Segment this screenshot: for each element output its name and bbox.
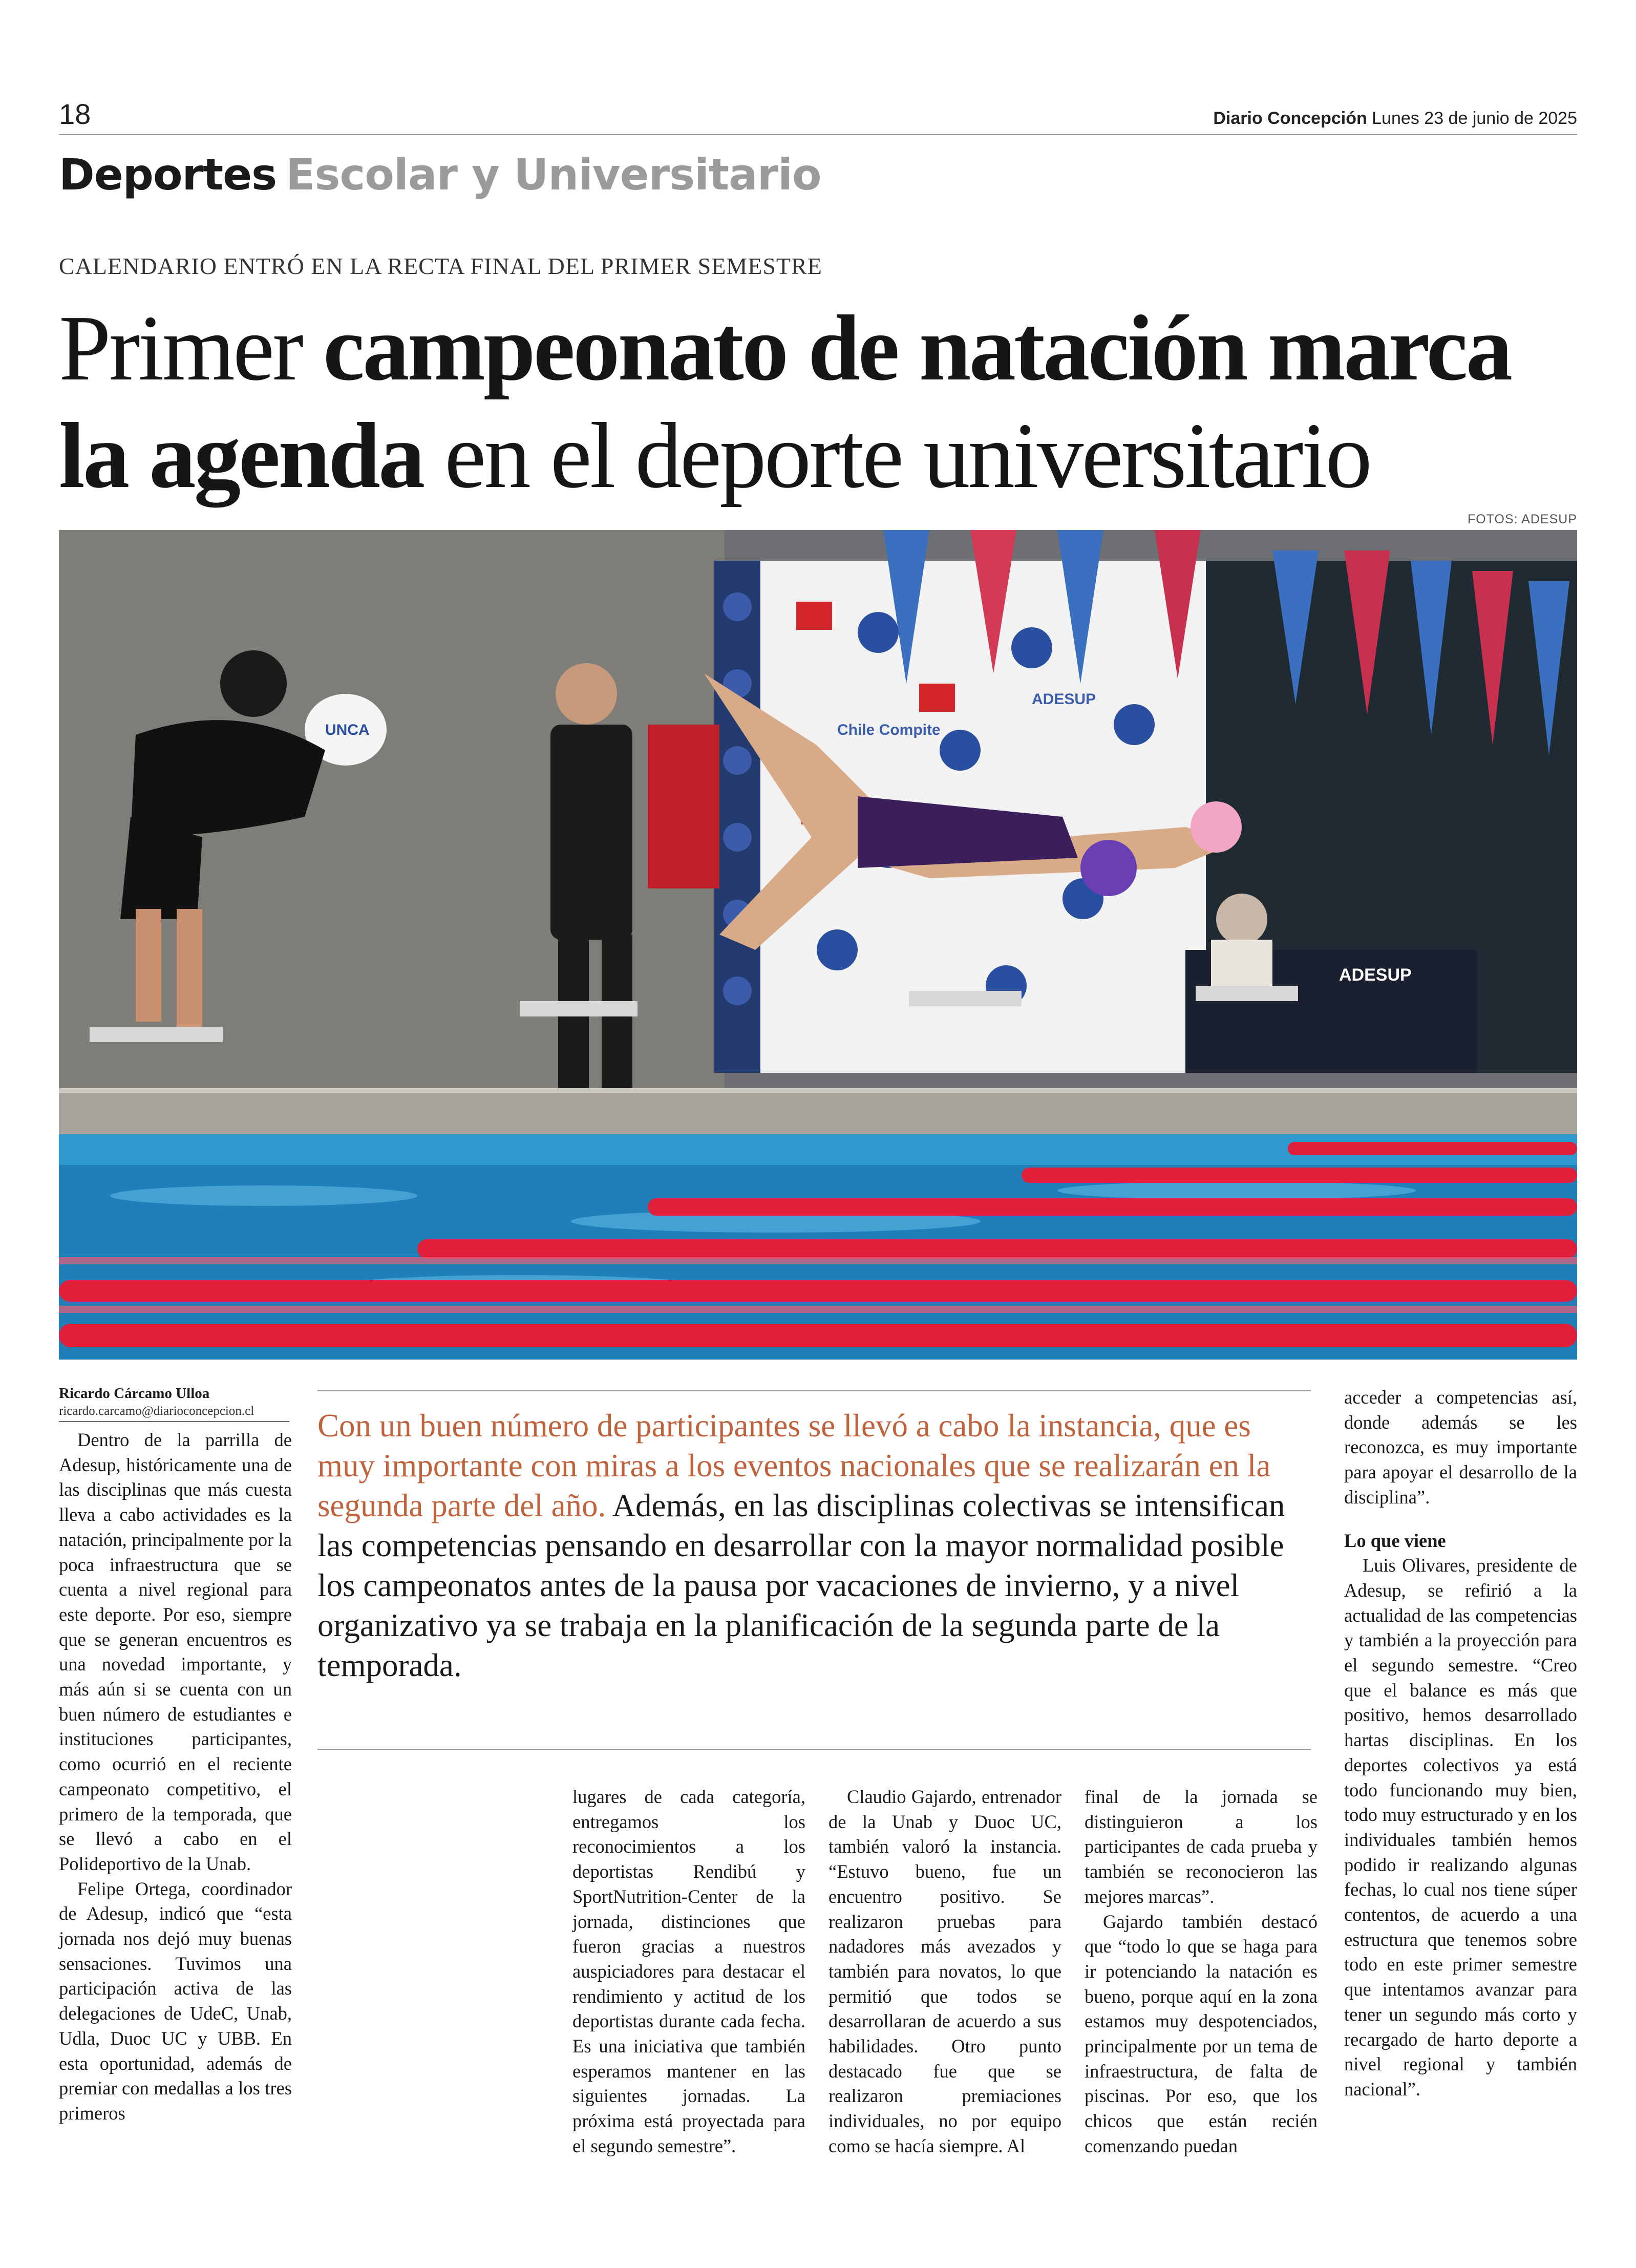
body-column-2 — [572, 1785, 805, 2159]
swimming-photo-illustration — [59, 530, 1577, 1360]
body-column-1 — [59, 1428, 292, 2126]
headline-part-4: en el deporte universitario — [444, 404, 1370, 507]
subsection-name: Escolar y Universitario — [286, 150, 821, 200]
article-headline — [59, 294, 1585, 510]
page-number: 18 — [59, 98, 91, 130]
body-paragraph: Claudio Gajardo, entrenador de la Unab y Duoc UC, también valoró la instancia. “Estuvo bueno, fue un encuentro positivo. Se realizaron pruebas para nadadores más avezados y también para novatos, lo que permitió que todos se desarrollaran de acuerdo a sus habilidades. Otro punto destacado fue que se realizaron premiaciones individuales, no por equipo como se hacía siempre. Al — [828, 1786, 1061, 2156]
body-column-3 — [828, 1785, 1061, 2159]
publication-name: Diario Concepción — [1213, 109, 1367, 128]
swim-cap-text: UNCA — [325, 722, 370, 738]
byline-email: ricardo.carcamo@diarioconcepcion.cl — [59, 1404, 254, 1418]
body-paragraph: lugares de cada categoría, entregamos los reconocimientos a los deportistas Rendibú y SportNutrition-Center de la jornada, distinciones que fueron gracias a nuestros auspiciadores para destacar el rendimiento y actitud de los deportistas durante cada fecha. Es una iniciativa que también esperamos mantener en las siguientes jornadas. La próxima está proyectada para el segundo semestre”. — [572, 1786, 805, 2156]
body-column-4 — [1085, 1785, 1318, 2159]
banner-sponsor-text: Chile Compite — [837, 722, 941, 738]
section-name: Deportes — [59, 150, 277, 200]
headline-part-3: la agenda — [59, 404, 423, 507]
section-title — [59, 150, 821, 200]
headline-part-2: campeonato de natación marca — [323, 296, 1511, 400]
byline-author: Ricardo Cárcamo Ulloa — [59, 1385, 210, 1402]
photo-credit: FOTOS: ADESUP — [1468, 512, 1577, 526]
lead-rule-bottom — [317, 1749, 1311, 1750]
header-rule — [59, 134, 1577, 135]
body-paragraph: acceder a competencias así, donde además se les reconozca, es muy importante para apoyar el desarrollo de la disciplina”. — [1344, 1387, 1577, 1508]
body-paragraph: Dentro de la parrilla de Adesup, históricamente una de las disciplinas que más cuesta lleva a cabo actividades es la natación, principalmente por la poca infraestructura que se cuenta a nivel regional para este deporte. Por eso, siempre que se generan encuentros es una novedad importante, y más aún si se cuenta con un buen número de estudiantes e instituciones participantes, como ocurrió en el reciente campeonato competitivo, el primero de la temporada, que se llevó a cabo en el Polideportivo de la Unab. — [59, 1429, 292, 1874]
article-lead — [317, 1406, 1311, 1685]
byline-rule — [59, 1421, 289, 1422]
subheading: Lo que viene — [1344, 1530, 1446, 1551]
lead-rule-top — [317, 1390, 1311, 1391]
lead-highlight: Con un buen número de participantes se llevó a cabo la instancia, que es muy importante con miras a los eventos nacionales que se realizarán en la segunda parte del año. — [317, 1408, 1271, 1523]
body-paragraph: final de la jornada se distinguieron a los participantes de cada prueba y también se reconocieron las mejores marcas”. — [1085, 1786, 1318, 1907]
banner-brand-text: ADESUP — [1032, 691, 1096, 708]
body-paragraph: Gajardo también destacó que “todo lo que se haga para ir potenciando la natación es bueno, porque aquí en la zona estamos muy despotenciados, principalmente por un tema de infraestructura, de falta de piscinas. Por eso, que los chicos que están recién comenzando puedan — [1085, 1911, 1318, 2156]
article-kicker: CALENDARIO ENTRÓ EN LA RECTA FINAL DEL PRIMER SEMESTRE — [59, 253, 822, 279]
article-photo — [59, 530, 1577, 1360]
issue-date: Lunes 23 de junio de 2025 — [1372, 109, 1577, 128]
masthead — [1213, 109, 1577, 129]
body-column-5 — [1344, 1385, 1577, 2102]
body-paragraph: Felipe Ortega, coordinador de Adesup, indicó que “esta jornada nos dejó muy buenas sensaciones. Tuvimos una participación activa de las delegaciones de UdeC, Unab, Udla, Duoc UC y UBB. En esta oportunidad, además de premiar con medallas a los tres primeros — [59, 1878, 292, 2124]
body-paragraph: Luis Olivares, presidente de Adesup, se refirió a la actualidad de las competencias y también a la proyección para el segundo semestre. “Creo que el balance es más que positivo, hemos desarrollado hartas disciplinas. En los deportes colectivos ya está todo funcionando muy bien, todo muy estructurado y en los individuales también hemos podido ir realizando algunas fechas, lo cual nos tiene súper contentos, de acuerdo a una estructura que tenemos sobre todo en este primer semestre que intentamos avanzar para tener un segundo más corto y recargado de harto deporte a nivel regional y también nacional”. — [1344, 1555, 1577, 2100]
lead-rest: Además, en las disciplinas colectivas se intensifican las competencias pensando en desarrollar con la mayor normalidad posible los campeonatos antes de la pausa por vacaciones de invierno, y a nivel organizativo ya se trabaja en la planificación de la segunda parte de la temporada. — [317, 1488, 1285, 1683]
headline-part-1: Primer — [59, 296, 302, 400]
table-sign-text: ADESUP — [1339, 965, 1412, 985]
